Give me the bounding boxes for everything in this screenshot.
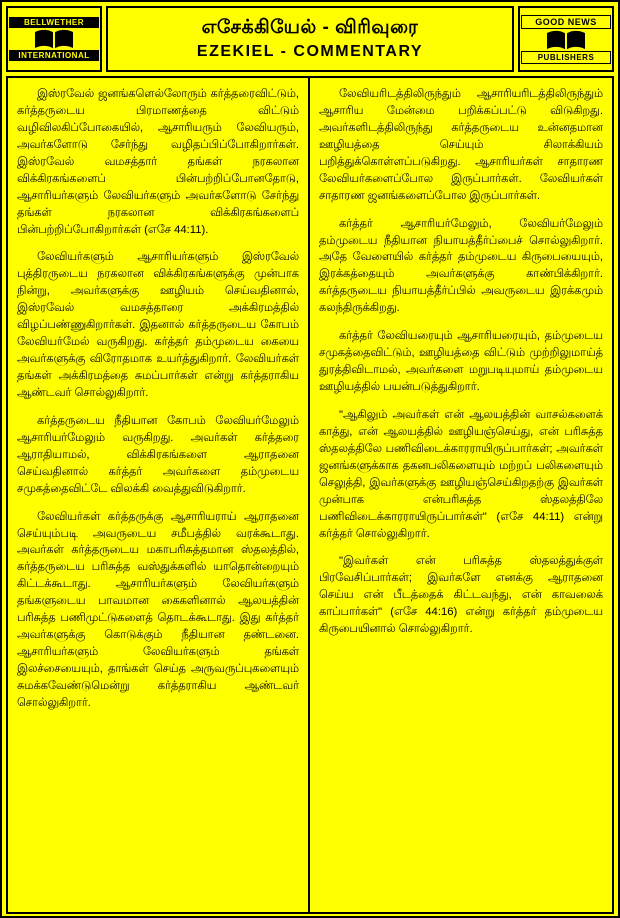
good-news-publishers-logo xyxy=(518,6,614,72)
paragraph: கர்த்தருடைய நீதியான கோபம் லேவியர்மேலும் ஆசாரியர்மேலும் வருகிறது. அவர்கள் கர்த்தரை ஆராதியாமல், விக்கிரகங்களை ஆராதனை செய்வதினால் கர்த்தர் அவர்களை தம்முடைய சமுகத்தைவிட்டே விலக்கி வைத்துவிடுகிறார். xyxy=(17,414,299,495)
paragraph: கர்த்தர் லேவியரையும் ஆசாரியரையும், தம்முடைய சமுகத்தைவிட்டும், ஊழியத்தை விட்டும் முற்றிலுமாய்த் துரத்திவிடாமல், அவர்களை மறுபடியுமாய் தம்முடைய ஊழியத்தில் பயன்படுத்துகிறார். xyxy=(319,330,603,393)
paragraph: லேவியர்கள் கர்த்தருக்கு ஆசாரியராய் ஆராதனை செய்யும்படி அவருடைய சமீபத்தில் வரக்கூடாது. அவர்கள் கர்த்தருடைய மகாபரிசுத்தமான ஸ்தலத்தில், கர்த்தருடைய பரிசுத்த வஸ்துக்களில் யாதொன்றையும் கிட்டக்கூடாது. ஆசாரியர்களும் லேவியர்களும் தங்களுடைய பாவமான கைகளினால் ஆலயத்தின் பரிசுத்த பணிமுட்டுகளைத் தொடக்கூடாது. இது கர்த்தர் அவர்களுக்கு கொடுக்கும் நீதியான தண்டனை. ஆசாரியர்களும் லேவியர்களும் தங்கள் இலச்சையையும், தாங்கள் செய்த அருவருப்புகளையும் சுமக்கவேண்டுமென்று கர்த்தராகிய ஆண்டவர் சொல்லுகிறார். xyxy=(17,510,299,709)
bellwether-international-logo xyxy=(6,6,102,72)
document-title-box xyxy=(106,6,514,72)
paragraph: கர்த்தர் ஆசாரியர்மேலும், லேவியர்மேலும் தம்முடைய நீதியான நியாயத்தீர்ப்பைச் சொல்லுகிறார். அதே வேளையில் கர்த்தர் தம்முடைய கிருபையையும், இரக்கத்தையும் அவர்களுக்கு காண்பிக்கிறார். கர்த்தருடைய நியாயத்தீர்ப்பில் அவருடைய இரக்கமும் கலந்திருக்கிறது. xyxy=(319,217,603,315)
right-text-column xyxy=(310,78,612,912)
good-news-logo-bottom-text: PUBLISHERS xyxy=(521,51,611,64)
content-frame xyxy=(6,76,614,914)
page-title-tamil: எசேக்கியேல் - விரிவுரை xyxy=(201,16,419,38)
bellwether-logo-bottom-text: INTERNATIONAL xyxy=(9,50,99,61)
paragraph: "ஆகிலும் அவர்கள் என் ஆலயத்தின் வாசல்களைக் காத்து, என் ஆலயத்தில் ஊழியஞ்செய்து, என் பரிசுத்த ஸ்தலத்திலே பணிவிடைக்காரராயிருப்பார்கள்; அவர்கள் ஜனங்களுக்காக தகனபலிகளையும் மற்றப் பலிகளையும் செலுத்தி, இவர்களுக்கு ஊழியஞ்செய்கிறதற்கு இவர்கள் முன்பாக என்பரிசுத்த ஸ்தலத்திலே பணிவிடைக்காரராயிருப்பார்கள்" (எசே 44:11) என்று கர்த்தர் சொல்லுகிறார். xyxy=(319,408,603,540)
left-text-column xyxy=(8,78,310,912)
paragraph: லேவியரிடத்திலிருந்தும் ஆசாரியரிடத்திலிருந்தும் ஆசாரிய மேன்மை பறிக்கப்பட்டு விடுகிறது. அவர்களிடத்திலிருந்து கர்த்தருடைய உன்னதமான ஊழியத்தை செய்யும் சிலாக்கியம் பறித்துக்கொள்ளப்படுகிறது. ஆசாரியர்கள் சாதாரண லேவியர்களைப்போல இருப்பார்கள். லேவியர்கள் சாதாரண ஜனங்களைப்போல இருப்பார்கள். xyxy=(319,88,603,202)
open-book-icon xyxy=(521,29,611,51)
page-title-english: EZEKIEL - COMMENTARY xyxy=(196,43,424,61)
page-header xyxy=(6,6,614,72)
paragraph: லேவியர்களும் ஆசாரியர்களும் இஸ்ரவேல் புத்திரருடைய நரகலான விக்கிரகங்களுக்கு முன்பாக நின்று, அவர்களுக்கு ஊழியம் செய்வதினால், இஸ்ரவேல் வமசத்தாரை அக்கிரமத்தில் விழப்பண்ணுகிறார்கள். இதனால் கர்த்தருடைய கோபம் லேவியர்மேல் வருகிறது. கர்த்தர் தம்முடைய கையை அவர்களுக்கு விரோதமாக உயர்த்துகிறார். லேவியர்கள் தங்கள் அக்கிரமத்தை சுமப்பார்கள் என்று கர்த்தராகிய ஆண்டவர் சொல்லுகிறார். xyxy=(17,251,299,399)
paragraph: இஸ்ரவேல் ஜனங்களெல்லோரும் கர்த்தரைவிட்டும், கர்த்தருடைய பிரமாணத்தை விட்டும் வழிவிலகிப்போகையில், ஆசாரியரும் லேவியரும், அவர்களோடு சேர்ந்து வழிதப்பிப்போகிறார்கள். இஸ்ரவேல் வமசத்தார் தங்கள் நரகலான விக்கிரகங்களைப் பின்பற்றிப்போனதோடு, ஆசாரியர்களும் லேவியர்களும் அவர்களோடு சேர்ந்து தங்கள் நரகலான விக்கிரகங்களைப் பின்பற்றிப்போகிறார்கள் (எசே 44:11). xyxy=(17,88,299,236)
open-book-icon xyxy=(9,28,99,50)
good-news-logo-top-text: GOOD NEWS xyxy=(521,15,611,29)
bellwether-logo-top-text: BELLWETHER xyxy=(9,17,99,28)
paragraph: "இவர்கள் என் பரிசுத்த ஸ்தலத்துக்குள் பிரவேசிப்பார்கள்; இவர்களே எனக்கு ஆராதனை செய்ய என் பீடத்தைக் கிட்டவந்து, என் காவலைக் காப்பார்கள்" (எசே 44:16) என்று கர்த்தர் தம்முடைய கிருபையினால் சொல்லுகிறார். xyxy=(319,555,603,636)
